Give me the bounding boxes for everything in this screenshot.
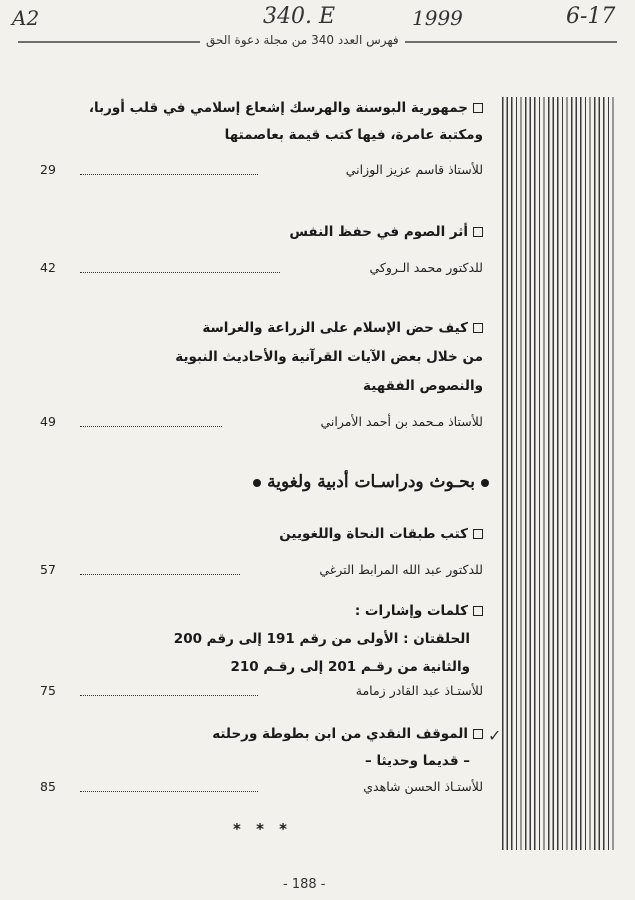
- entry-page: 57: [40, 562, 56, 577]
- entry-title: كتب طبقات النحاة واللغويين: [279, 526, 483, 542]
- entry-title: كلمات وإشارات :: [355, 603, 483, 619]
- page-number: - 188 -: [283, 877, 326, 892]
- entry-author: للأستـاذ عبد القادر زمامة: [355, 683, 483, 698]
- handwritten-note-ref: 6-17: [566, 4, 616, 29]
- entry-title-line: والثانية من رقـم 201 إلى رقـم 210: [230, 659, 470, 675]
- entry-page: 85: [40, 779, 56, 794]
- checkbox-bullet-icon: [473, 729, 483, 739]
- entry-author: للدكتور محمد الـروكي: [369, 260, 483, 275]
- entry-title: أثر الصوم في حفظ النفس: [289, 224, 483, 240]
- checkbox-bullet-icon: [473, 606, 483, 616]
- section-heading: بحـوث ودراسـات أدبية ولغوية: [247, 472, 495, 492]
- handwritten-note-year: 1999: [412, 6, 463, 30]
- entry-author: للأستاذ مـحمد بن أحمد الأمراني: [320, 414, 483, 429]
- leader-dots: [80, 791, 258, 792]
- entry-title: جمهورية البوسنة والهرسك إشعاع إسلامي في قلب أوربا،: [89, 100, 483, 116]
- entry-author: للأستـاذ الحسن شاهدي: [363, 779, 483, 794]
- handwritten-note-a2: A2: [12, 6, 40, 30]
- entry-page: 42: [40, 260, 56, 275]
- entry-title-line: – قديما وحديثا –: [365, 753, 470, 769]
- entry-page: 29: [40, 162, 56, 177]
- handwritten-note-issue: 340. E: [263, 4, 336, 29]
- entry-page: 49: [40, 414, 56, 429]
- entry-title-line: ومكتبة عامرة، فيها كتب قيمة بعاصمتها: [224, 127, 483, 143]
- leader-dots: [80, 426, 222, 427]
- leader-dots: [80, 272, 280, 273]
- end-mark: * * *: [233, 820, 292, 838]
- entry-author: للأستاذ قاسم عزيز الوزاني: [345, 162, 483, 177]
- entry-title-line: من خلال بعض الآيات القرآنية والأحاديث النبوية: [175, 349, 483, 365]
- bullet-dot-icon: [481, 479, 489, 487]
- running-header-title: فهرس العدد 340 من مجلة دعوة الحق: [200, 33, 405, 47]
- checkbox-bullet-icon: [473, 103, 483, 113]
- entry-title: كيف حض الإسلام على الزراعة والغراسة: [202, 320, 483, 336]
- checkbox-bullet-icon: [473, 529, 483, 539]
- entry-title-line: والنصوص الفقهية: [363, 378, 483, 394]
- checkbox-bullet-icon: [473, 227, 483, 237]
- entry-page: 75: [40, 683, 56, 698]
- bullet-dot-icon: [253, 479, 261, 487]
- entry-title-line: الحلقتان : الأولى من رقم 191 إلى رقم 200: [173, 631, 470, 647]
- leader-dots: [80, 695, 258, 696]
- handwritten-tick-mark: ✓: [488, 726, 502, 745]
- decorative-stripes: [502, 97, 614, 850]
- entry-author: للدكتور عبد الله المرابط الترغي: [319, 562, 483, 577]
- leader-dots: [80, 574, 240, 575]
- checkbox-bullet-icon: [473, 323, 483, 333]
- entry-title: الموقف النقدي من ابن بطوطة ورحلته: [212, 726, 483, 742]
- leader-dots: [80, 174, 258, 175]
